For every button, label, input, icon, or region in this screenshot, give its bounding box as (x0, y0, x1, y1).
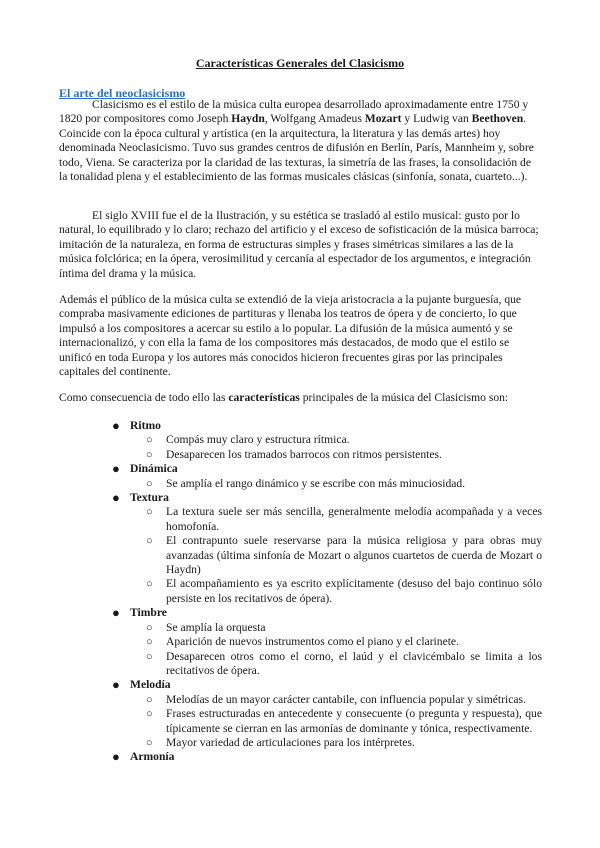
sub-item-text: Compás muy claro y estructura rítmica. (166, 433, 350, 447)
sub-list-item (130, 577, 542, 606)
sub-list (130, 621, 542, 679)
characteristics-list (110, 419, 542, 765)
sub-item-text: Melodías de un mayor carácter cantabile, con influencia popular y simétricas. (166, 692, 526, 706)
sub-list (130, 433, 542, 462)
sub-list (130, 477, 542, 491)
circle-bullet-icon: ○ (146, 636, 153, 649)
list-item (110, 462, 542, 491)
circle-bullet-icon: ○ (146, 621, 153, 634)
sub-item-text: Aparición de nuevos instrumentos como el piano y el clarinete. (166, 635, 459, 649)
intro-text-4: . Coincide con la época cultural y artística (en la arquitectura, la literatura y las demás artes) hoy denominada Neoclasicismo. Tuvo sus grandes centros de difusión en Berlín, París, Mannheim y, sobre todo, Viena. Se caracteriza por la claridad de las texturas, la simetría de las frases, la consolidación de la tonalidad plena y el establecimiento de las formas musicales clásicas (sinfonía, sonata, cuarteto...). (59, 112, 534, 184)
circle-bullet-icon: ○ (146, 477, 153, 490)
bullet-icon: ● (112, 418, 120, 433)
list-item (110, 606, 542, 678)
category-label: Armonía (130, 750, 175, 764)
document-title: Características Generales del Clasicismo (195, 56, 405, 70)
category-label: Ritmo (130, 419, 161, 432)
sub-item-text: El acompañamiento es ya escrito explícitamente (desuso del bajo continuo sólo persiste en los recitativos de ópera). (166, 577, 542, 605)
composer-beethoven: Beethoven (471, 112, 524, 126)
intro-text-3: y Ludwig van (401, 112, 472, 126)
section-heading: El arte del neoclasicismo (59, 86, 186, 100)
consecuencia-text-2: principales de la música del Clasicismo son: (299, 391, 509, 404)
category-label: Textura (130, 491, 169, 505)
composer-haydn: Haydn (231, 112, 265, 126)
sub-item-text: Se amplía la orquesta (166, 620, 266, 634)
circle-bullet-icon: ○ (146, 650, 153, 663)
sub-item-text: Frases estructuradas en antecedente y consecuente (o pregunta y respuesta), que típicamente se cierran en las armonías de dominante y tónica, respectivamente. (166, 707, 542, 735)
list-item (110, 419, 542, 462)
composer-mozart: Mozart (364, 112, 402, 126)
sub-list-item (130, 621, 542, 635)
paragraph-ilustracion: El siglo XVIII fue el de la Ilustración, y su estética se trasladó al estilo musical: gusto por lo natural, lo equilibrado y lo claro; rechazo del artificio y el exceso de sofisticación de la música barroca; imitación de la naturaleza, en forma de estructuras simples y frases simétricas similares a las de la música folclórica; en la ópera, verosimilitud y cercanía al espectador de los argumentos, e integración íntima del drama y la música. (59, 209, 539, 280)
bullet-icon: ● (112, 677, 120, 693)
sub-item-text: La textura suele ser más sencilla, generalmente melodía acompañada y a veces homofonía. (166, 505, 542, 533)
list-item (110, 678, 542, 750)
sub-list-item (130, 534, 542, 577)
bullet-icon: ● (112, 605, 120, 621)
category-label: Dinámica (130, 462, 178, 476)
sub-item-text: Mayor variedad de articulaciones para los intérpretes. (166, 735, 415, 749)
sub-item-text: Desaparecen otros como el corno, el laúd y el clavicémbalo se limita a los recitativos de ópera. (166, 649, 542, 677)
sub-list-item (130, 650, 542, 679)
sub-item-text: El contrapunto suele reservarse para la música religiosa y para obras muy avanzadas (última sinfonía de Mozart o algunos cuartetos de cuerda de Mozart o Haydn) (166, 534, 542, 577)
circle-bullet-icon: ○ (146, 506, 153, 519)
bullet-icon: ● (112, 461, 120, 477)
category-label: Timbre (130, 606, 167, 620)
paragraph-consecuencia (59, 391, 542, 405)
intro-text-2: , Wolfgang Amadeus (264, 112, 365, 126)
circle-bullet-icon: ○ (146, 708, 153, 721)
sub-list-item (130, 477, 542, 491)
sub-list-item (130, 505, 542, 534)
circle-bullet-icon: ○ (146, 736, 153, 749)
sub-list-item (130, 693, 542, 707)
sub-list (130, 505, 542, 606)
consecuencia-text-1: Como consecuencia de todo ello las (59, 391, 229, 404)
sub-list-item (130, 736, 542, 750)
bullet-icon: ● (112, 490, 120, 506)
sub-list-item (130, 707, 542, 736)
sub-item-text: Se amplía el rango dinámico y se escribe con más minuciosidad. (166, 476, 466, 490)
caracteristicas-bold: características (228, 391, 300, 404)
sub-item-text: Desaparecen los tramados barrocos con ritmos persistentes. (166, 447, 442, 461)
circle-bullet-icon: ○ (146, 448, 153, 461)
circle-bullet-icon: ○ (146, 578, 153, 591)
bullet-icon: ● (112, 749, 120, 765)
sub-list-item (130, 433, 542, 447)
intro-text-1: Clasicismo es el estilo de la música culta europea desarrollado aproximadamente entre 1750 y 1820 por compositores como Joseph (59, 98, 529, 126)
circle-bullet-icon: ○ (146, 434, 153, 447)
paragraph-publico: Además el público de la música culta se extendió de la vieja aristocracia a la pujante burguesía, que compraba masivamente ediciones de partituras y llenaba los teatros de ópera y de concierto, lo que impulsó a los compositores a acercar su estilo a lo popular. La difusión de la música aumentó y se internacionalizó, y con ella la fama de los compositores más destacados, de modo que el estilo se unificó en toda Europa y los autores más conocidos hicieron frecuentes giras por las principales capitales del continente. (59, 293, 522, 379)
circle-bullet-icon: ○ (146, 693, 153, 706)
category-label: Melodía (130, 678, 171, 692)
circle-bullet-icon: ○ (146, 535, 153, 548)
sub-list-item (130, 635, 542, 649)
paragraph-intro (59, 98, 542, 184)
list-item (110, 750, 542, 764)
list-item (110, 491, 542, 606)
sub-list-item (130, 448, 542, 462)
sub-list (130, 693, 542, 751)
